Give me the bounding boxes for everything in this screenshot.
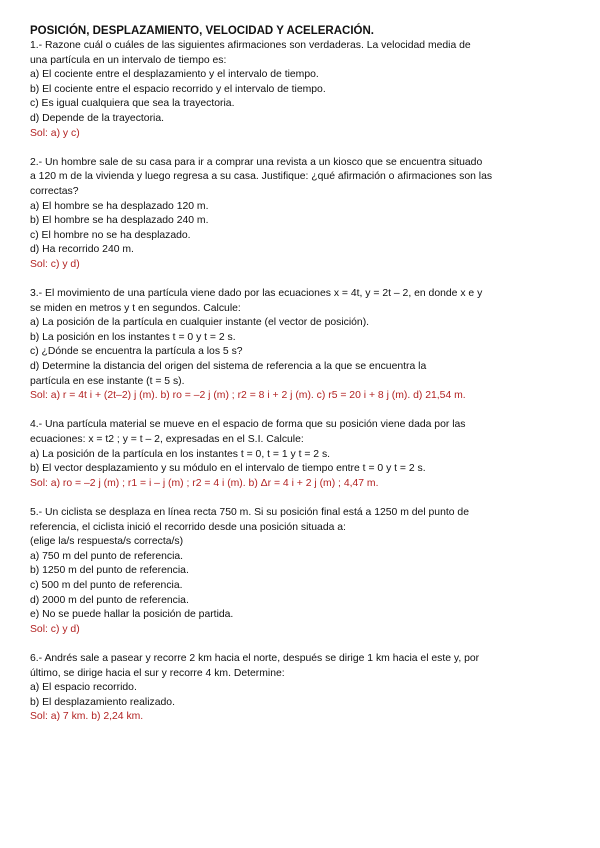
problem-6 [30,652,575,725]
problem-3-option-d: d) Determine la distancia del origen del sistema de referencia a la que se encuentra la [30,361,427,373]
problem-2-option-c: c) El hombre no se ha desplazado. [30,229,191,241]
problem-5-line: (elige la/s respuesta/s correcta/s) [30,536,184,548]
problem-4-option-b: b) El vector desplazamiento y su módulo en el intervalo de tiempo entre t = 0 y t = 2 s. [30,463,426,475]
problem-1-option-b: b) El cociente entre el espacio recorrido y el intervalo de tiempo. [30,83,326,95]
problem-5-option-b: b) 1250 m del punto de referencia. [30,565,189,577]
problem-5-line: 5.- Un ciclista se desplaza en línea recta 750 m. Si su posición final está a 1250 m del punto de [30,507,469,518]
problem-6-option-a: a) El espacio recorrido. [30,682,137,694]
problem-2-option-a: a) El hombre se ha desplazado 120 m. [30,200,209,212]
problem-6-option-b: b) El desplazamiento realizado. [30,696,175,708]
problem-5-option-a: a) 750 m del punto de referencia. [30,550,184,562]
problem-5-solution: Sol: c) y d) [30,623,80,635]
problem-3-line: se miden en metros y t en segundos. Calcule: [30,302,241,314]
problem-2-line: 2.- Un hombre sale de su casa para ir a comprar una revista a un kiosco que se encuentra situado [30,156,483,168]
problem-1-option-a: a) El cociente entre el desplazamiento y el intervalo de tiempo. [30,69,319,81]
problem-6-line: 6.- Andrés sale a pasear y recorre 2 km hacia el norte, después se dirige 1 km hacia el este y, por [30,652,480,664]
problem-3-line: 3.- El movimiento de una partícula viene dado por las ecuaciones x = 4t, y = 2t – 2, en donde x e y [30,288,483,300]
problem-3-option-b: b) La posición en los instantes t = 0 y t = 2 s. [30,331,236,343]
problem-2-option-b: b) El hombre se ha desplazado 240 m. [30,215,209,227]
spacer [30,491,575,506]
problem-5-option-d: d) 2000 m del punto de referencia. [30,594,189,606]
problem-1-option-c: c) Es igual cualquiera que sea la trayectoria. [30,98,235,110]
problem-3-solution: Sol: a) r = 4t i + (2t–2) j (m). b) ro = –2 j (m) ; r2 = 8 i + 2 j (m). c) r5 = 20 i + 8 j (m). d) 21,54 m. [30,390,466,402]
problem-1-solution: Sol: a) y c) [30,127,80,139]
spacer [30,637,575,652]
problem-4 [30,418,575,491]
spacer [30,404,575,419]
problem-3-line: partícula en ese instante (t = 5 s). [30,375,185,387]
spacer [30,273,575,288]
problem-5 [30,506,575,637]
problem-5-option-e: e) No se puede hallar la posición de partida. [30,609,234,621]
problem-2 [30,156,575,273]
problem-6-solution: Sol: a) 7 km. b) 2,24 km. [30,711,144,723]
problem-1 [30,39,575,141]
problem-1-option-d: d) Depende de la trayectoria. [30,112,165,124]
problem-4-option-a: a) La posición de la partícula en los instantes t = 0, t = 1 y t = 2 s. [30,448,331,460]
problem-3-option-c: c) ¿Dónde se encuentra la partícula a los 5 s? [30,346,243,358]
problem-2-line: a 120 m de la vivienda y luego regresa a su casa. Justifique: ¿qué afirmación o afirmaciones son las [30,171,493,183]
document-title: POSICIÓN, DESPLAZAMIENTO, VELOCIDAD Y ACELERACIÓN. [30,25,374,37]
problem-4-solution: Sol: a) ro = –2 j (m) ; r1 = i – j (m) ; r2 = 4 i (m). b) Δr = 4 i + 2 j (m) ; 4,47 m. [30,477,379,489]
document-page [30,24,575,725]
problem-2-line: correctas? [30,185,79,197]
spacer [30,141,575,156]
problem-2-option-d: d) Ha recorrido 240 m. [30,244,134,256]
problem-2-solution: Sol: c) y d) [30,258,80,270]
problem-5-option-c: c) 500 m del punto de referencia. [30,579,183,591]
problem-5-line: referencia, el ciclista inició el recorrido desde una posición situada a: [30,521,346,533]
problem-4-line: ecuaciones: x = t2 ; y = t – 2, expresadas en el S.I. Calcule: [30,434,304,446]
problem-4-line: 4.- Una partícula material se mueve en el espacio de forma que su posición viene dada por las [30,419,466,431]
problem-1-line: una partícula en un intervalo de tiempo es: [30,54,227,66]
problem-1-line: 1.- Razone cuál o cuáles de las siguientes afirmaciones son verdaderas. La velocidad media de [30,40,471,51]
problem-6-line: último, se dirige hacia el sur y recorre 4 km. Determine: [30,667,285,679]
problem-3 [30,287,575,404]
problem-3-option-a: a) La posición de la partícula en cualquier instante (el vector de posición). [30,317,370,329]
